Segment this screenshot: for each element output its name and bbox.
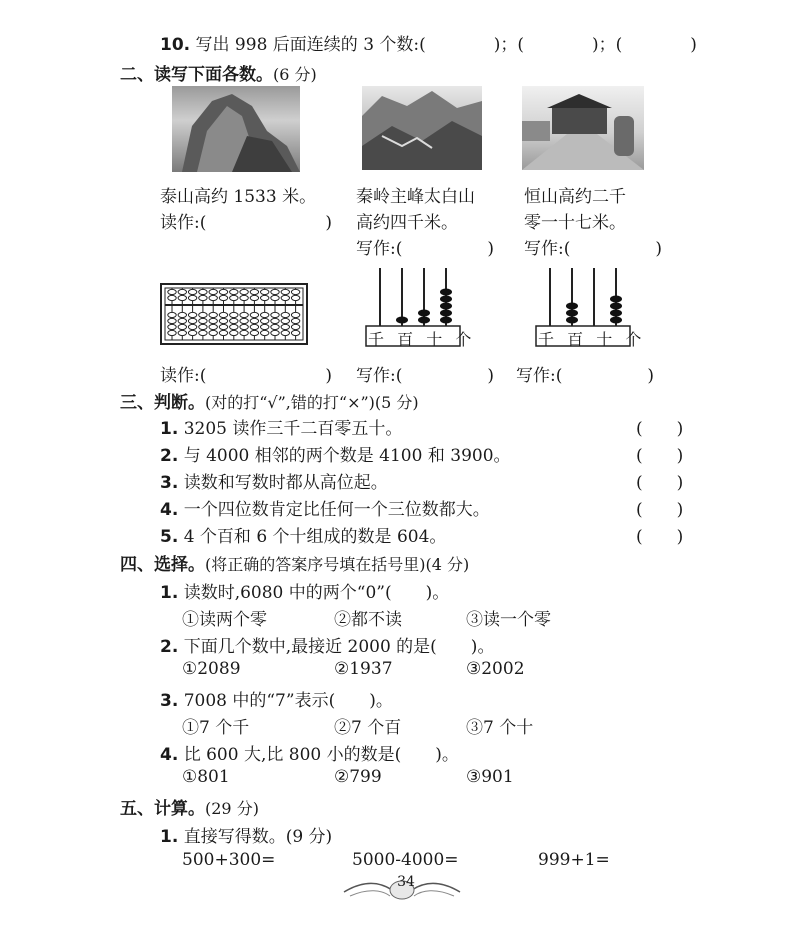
label-tens: 十 [426,330,447,349]
abacus-lower-bead [230,324,238,329]
abacus-upper-bead [250,295,258,300]
abacus-lower-bead [281,324,289,329]
hengshan-text-line1: 恒山高约二千 [524,187,626,207]
choice-option[interactable]: ②1937 [334,659,393,679]
section-title: 四、选择。 [120,555,205,575]
question-10 [160,30,697,55]
judge-item [160,522,446,547]
section-3-heading [120,388,419,413]
abacus-upper-bead [281,295,289,300]
item-number: 1. [160,419,179,439]
abacus-upper-bead [178,295,186,300]
expr-1: 500+300= [182,850,276,870]
abacus-upper-bead [271,295,279,300]
abacus-upper-bead [199,289,207,294]
abacus-2-write-blank[interactable]: 写作:( ) [356,366,494,386]
abacus-lower-bead [261,324,269,329]
abacus-lower-bead [281,318,289,323]
abacus-lower-bead [271,330,279,335]
section-title: 二、读写下面各数。 [120,65,273,85]
abacus-3-labels [538,327,645,350]
section-note: (将正确的答案序号填在括号里)(4 分) [205,555,470,574]
section-title: 三、判断。 [120,393,205,413]
label-ones: 个 [625,330,646,349]
mount-tai-read-blank[interactable]: 读作:( ) [160,213,332,233]
label-hundreds: 百 [567,330,588,349]
abacus-upper-bead [209,289,217,294]
abacus-upper-bead [188,295,196,300]
abacus-lower-bead [178,312,186,317]
abacus-lower-bead [199,324,207,329]
section-5-heading [120,794,259,819]
abacus-lower-bead [230,312,238,317]
qinling-text-line2: 高约四千米。 [356,213,458,233]
abacus-upper-bead [291,295,299,300]
hengshan-write-blank[interactable]: 写作:( ) [524,239,662,259]
abacus-lower-bead [291,318,299,323]
label-hundreds: 百 [397,330,418,349]
judge-answer-blank[interactable]: ( ) [636,473,684,493]
abacus-lower-bead [199,330,207,335]
item-number: 2. [160,637,179,657]
judge-item [160,441,511,466]
judge-answer-blank[interactable]: ( ) [636,419,684,439]
sub-note: (9 分) [285,827,333,847]
section-note: (对的打“√”,错的打“×”)(5 分) [205,393,419,412]
choice-option[interactable]: ②7 个百 [334,718,402,738]
label-ones: 个 [455,330,476,349]
abacus-lower-bead [230,318,238,323]
abacus-lower-bead [291,312,299,317]
abacus-upper-bead [250,289,258,294]
item-text: 7008 中的“7”表示( )。 [183,691,393,711]
qinling-text-line1: 秦岭主峰太白山 [356,187,475,207]
question-number: 10. [160,35,191,55]
choice-question [160,578,449,603]
item-text: 比 600 大,比 800 小的数是( )。 [183,745,459,765]
abacus-lower-bead [188,318,196,323]
choice-question [160,686,393,711]
abacus-lower-bead [168,312,176,317]
abacus-upper-bead [219,295,227,300]
page-number: 34 [397,874,415,890]
abacus-lower-bead [219,318,227,323]
abacus-upper-bead [188,289,196,294]
section-title: 五、计算。 [120,799,205,819]
item-text: 读数和写数时都从高位起。 [183,473,388,493]
abacus-lower-bead [199,318,207,323]
abacus-upper-bead [209,295,217,300]
abacus-upper-bead [261,289,269,294]
choice-option[interactable]: ③7 个十 [466,718,534,738]
abacus-lower-bead [240,330,248,335]
abacus-3-write-blank[interactable]: 写作:( ) [516,366,654,386]
abacus-lower-bead [219,312,227,317]
abacus-lower-bead [168,330,176,335]
label-thousands: 千 [368,330,389,349]
abacus-upper-bead [230,289,238,294]
item-number: 1. [160,583,179,603]
abacus-upper-bead [178,289,186,294]
mount-tai-image [172,86,300,172]
choice-question [160,740,459,765]
abacus-upper-bead [230,295,238,300]
suanpan-abacus [160,283,308,345]
calc-subheading [160,822,332,847]
choice-option[interactable]: ③2002 [466,659,525,679]
item-text: 下面几个数中,最接近 2000 的是( )。 [183,637,495,657]
abacus-upper-bead [261,295,269,300]
abacus-lower-bead [188,312,196,317]
abacus-lower-bead [250,318,258,323]
item-number: 5. [160,527,179,547]
qinling-image [362,86,482,170]
abacus-lower-bead [209,318,217,323]
qinling-write-blank[interactable]: 写作:( ) [356,239,494,259]
abacus-lower-bead [281,330,289,335]
section-2-heading [120,60,317,85]
abacus-upper-bead [281,289,289,294]
mount-tai-photo [172,86,300,172]
abacus-upper-bead [219,289,227,294]
sub-text: 直接写得数。 [183,827,286,847]
abacus-lower-bead [188,324,196,329]
judge-item [160,468,388,493]
item-number: 3. [160,691,179,711]
abacus-lower-bead [178,330,186,335]
section-note: (29 分) [205,799,259,818]
abacus-lower-bead [219,330,227,335]
choice-option[interactable]: ②都不读 [334,610,402,630]
abacus-upper-bead [291,289,299,294]
abacus-upper-bead [168,295,176,300]
abacus-lower-bead [209,324,217,329]
label-tens: 十 [596,330,617,349]
expr-2: 5000-4000= [352,850,459,870]
abacus-lower-bead [240,318,248,323]
label-thousands: 千 [538,330,559,349]
expr-3: 999+1= [538,850,610,870]
abacus-lower-bead [250,312,258,317]
choice-option[interactable]: ②799 [334,767,382,787]
choice-option[interactable]: ①2089 [182,659,241,679]
judge-item [160,414,402,439]
abacus-lower-bead [261,330,269,335]
judge-answer-blank[interactable]: ( ) [636,446,684,466]
abacus-lower-bead [188,330,196,335]
item-number: 2. [160,446,179,466]
abacus-lower-bead [209,330,217,335]
abacus-lower-bead [261,318,269,323]
abacus-lower-bead [250,330,258,335]
abacus-1-read-blank[interactable]: 读作:( ) [160,366,332,386]
section-points: (6 分) [273,65,317,84]
item-text: 4 个百和 6 个十组成的数是 604。 [183,527,447,547]
abacus-upper-bead [240,289,248,294]
abacus-lower-bead [199,312,207,317]
abacus-upper-bead [271,289,279,294]
choice-option[interactable]: ①7 个千 [182,718,250,738]
choice-option[interactable]: ③901 [466,767,514,787]
abacus-2-labels [368,327,475,350]
item-text: 与 4000 相邻的两个数是 4100 和 3900。 [183,446,511,466]
abacus-lower-bead [281,312,289,317]
abacus-lower-bead [219,324,227,329]
judge-answer-blank[interactable]: ( ) [636,527,684,547]
item-text: 一个四位数肯定比任何一个三位数都大。 [183,500,490,520]
qinling-photo [362,86,482,170]
abacus-lower-bead [209,312,217,317]
abacus-lower-bead [240,324,248,329]
abacus-lower-bead [178,318,186,323]
item-number: 3. [160,473,179,493]
hengshan-text-line2: 零一十七米。 [524,213,626,233]
sub-number: 1. [160,827,179,847]
hengshan-image [522,86,644,170]
choice-option[interactable]: ③读一个零 [466,610,551,630]
item-number: 4. [160,500,179,520]
choice-option[interactable]: ①801 [182,767,230,787]
abacus-lower-bead [271,312,279,317]
abacus-lower-bead [271,318,279,323]
abacus-lower-bead [271,324,279,329]
abacus-lower-bead [291,330,299,335]
abacus-lower-bead [240,312,248,317]
judge-item [160,495,490,520]
item-text: 3205 读作三千二百零五十。 [183,419,403,439]
choice-option[interactable]: ①读两个零 [182,610,267,630]
choice-question [160,632,494,657]
hengshan-photo [522,86,644,170]
abacus-upper-bead [199,295,207,300]
abacus-lower-bead [250,324,258,329]
item-text: 读数时,6080 中的两个“0”( )。 [183,583,450,603]
item-number: 4. [160,745,179,765]
abacus-upper-bead [240,295,248,300]
section-4-heading [120,550,469,575]
abacus-lower-bead [168,318,176,323]
judge-answer-blank[interactable]: ( ) [636,500,684,520]
abacus-lower-bead [291,324,299,329]
abacus-lower-bead [168,324,176,329]
abacus-lower-bead [261,312,269,317]
abacus-upper-bead [168,289,176,294]
question-text: 写出 998 后面连续的 3 个数:( )；( )；( ) [195,35,697,55]
abacus-lower-bead [230,330,238,335]
abacus-lower-bead [178,324,186,329]
mount-tai-text: 泰山高约 1533 米。 [160,187,317,207]
